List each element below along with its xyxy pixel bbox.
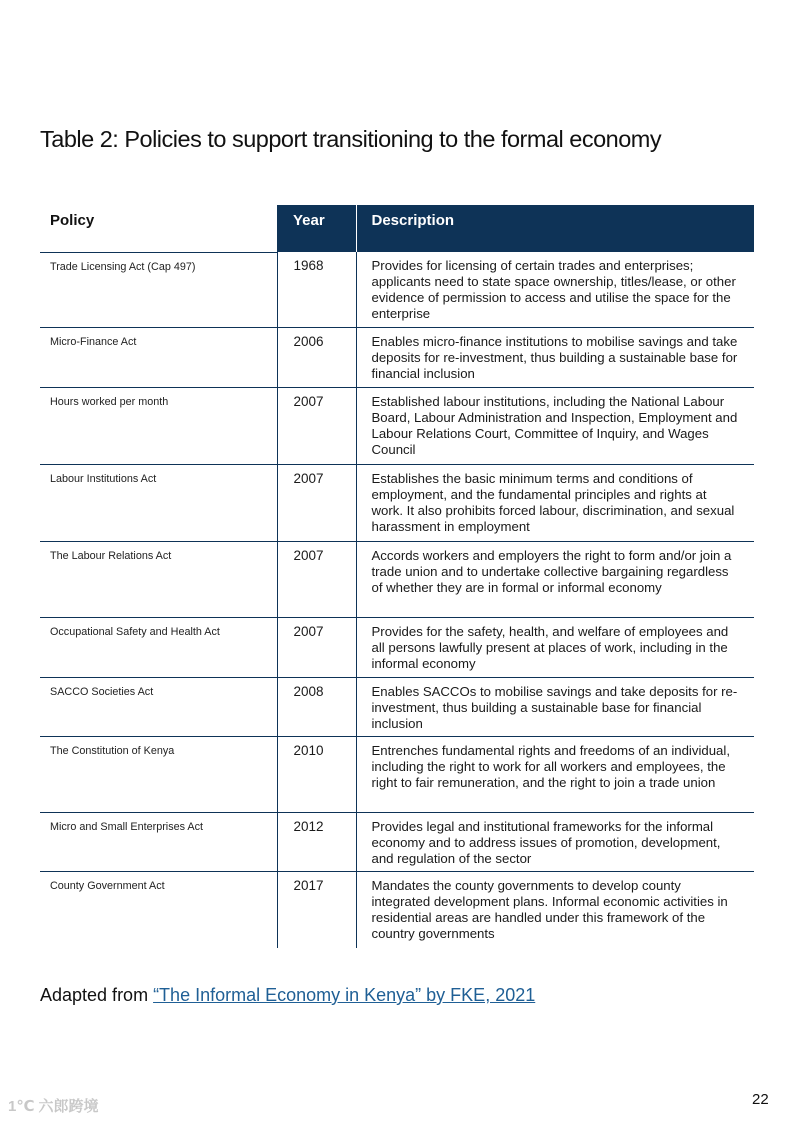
description-cell: Established labour institutions, including the National Labour Board, Labour Administration and Inspection, Employment and Labour Relations Court, Committee of Inquiry, and Wages Council: [356, 387, 754, 464]
table-row: [40, 812, 754, 871]
year-cell: 2010: [277, 736, 356, 812]
year-cell: 2007: [277, 387, 356, 464]
table-row: [40, 871, 754, 948]
table-header-row: [40, 205, 754, 252]
policy-cell: County Government Act: [50, 879, 165, 892]
description-cell: Establishes the basic minimum terms and conditions of employment, and the fundamental principles and rights at work. It also prohibits forced labour, discrimination, and sexual harassment in employment: [356, 464, 754, 541]
table-row: [40, 736, 754, 812]
watermark: [8, 1095, 99, 1116]
policy-cell: Hours worked per month: [40, 387, 277, 464]
table-row: [40, 327, 754, 387]
header-description: Description: [356, 205, 754, 252]
header-policy: Policy: [40, 205, 277, 252]
policy-cell: Micro-Finance Act: [40, 327, 277, 387]
watermark-text: 六郎跨境: [38, 1098, 99, 1115]
description-cell: Enables micro-finance institutions to mobilise savings and take deposits for re-investment, thus building a sustainable base for financial inclusion: [356, 327, 754, 387]
year-cell: 2006: [277, 327, 356, 387]
description-cell: Mandates the county governments to develop county integrated development plans. Informal economic activities in residential areas are handled under this framework of the country governments: [371, 877, 728, 941]
table-row: [40, 677, 754, 736]
policy-cell: Labour Institutions Act: [40, 464, 277, 541]
year-cell: 2007: [277, 464, 356, 541]
table-row: [40, 387, 754, 464]
table-row: [40, 541, 754, 617]
source-citation: [40, 985, 535, 1006]
header-year: Year: [277, 205, 356, 252]
policy-cell: SACCO Societies Act: [40, 677, 277, 736]
description-cell: Enables SACCOs to mobilise savings and take deposits for re-investment, thus building a sustainable base for financial inclusion: [356, 677, 754, 736]
description-cell: Entrenches fundamental rights and freedoms of an individual, including the right to work for all workers and employees, the right to fair remuneration, and the right to join a trade union: [356, 736, 754, 812]
policy-cell: Occupational Safety and Health Act: [40, 617, 277, 677]
year-cell: 2007: [277, 617, 356, 677]
source-link[interactable]: “The Informal Economy in Kenya” by FKE, 2021: [153, 985, 536, 1005]
year-cell: 2007: [277, 541, 356, 617]
policies-table: [40, 205, 754, 948]
year-cell: 2017: [277, 871, 356, 948]
policy-cell: Micro and Small Enterprises Act: [40, 812, 277, 871]
policy-cell: The Labour Relations Act: [40, 541, 277, 617]
table-row: [40, 252, 754, 327]
page-title: Table 2: Policies to support transitioning to the formal economy: [40, 126, 662, 152]
description-cell: Accords workers and employers the right to form and/or join a trade union and to undertake collective bargaining regardless of whether they are in formal or informal economy: [356, 541, 754, 617]
year-cell: 2012: [277, 812, 356, 871]
description-cell: Provides for licensing of certain trades and enterprises; applicants need to state space ownership, titles/lease, or other evidence of permission to access and utilise the space for the enterprise: [356, 252, 754, 327]
year-cell: 2008: [277, 677, 356, 736]
watermark-logo-icon: 1℃: [8, 1097, 35, 1115]
year-cell: 1968: [277, 252, 356, 327]
source-prefix: Adapted from: [40, 985, 154, 1005]
table-row: [40, 464, 754, 541]
page-number: 22: [752, 1091, 769, 1108]
description-cell: Provides legal and institutional frameworks for the informal economy and to address issues of promotion, development, and regulation of the sector: [356, 812, 754, 871]
policy-cell: The Constitution of Kenya: [40, 736, 277, 812]
policy-cell: Trade Licensing Act (Cap 497): [40, 252, 277, 327]
table-row: [40, 617, 754, 677]
description-cell: Provides for the safety, health, and welfare of employees and all persons lawfully present at places of work, including in the informal economy: [356, 617, 754, 677]
